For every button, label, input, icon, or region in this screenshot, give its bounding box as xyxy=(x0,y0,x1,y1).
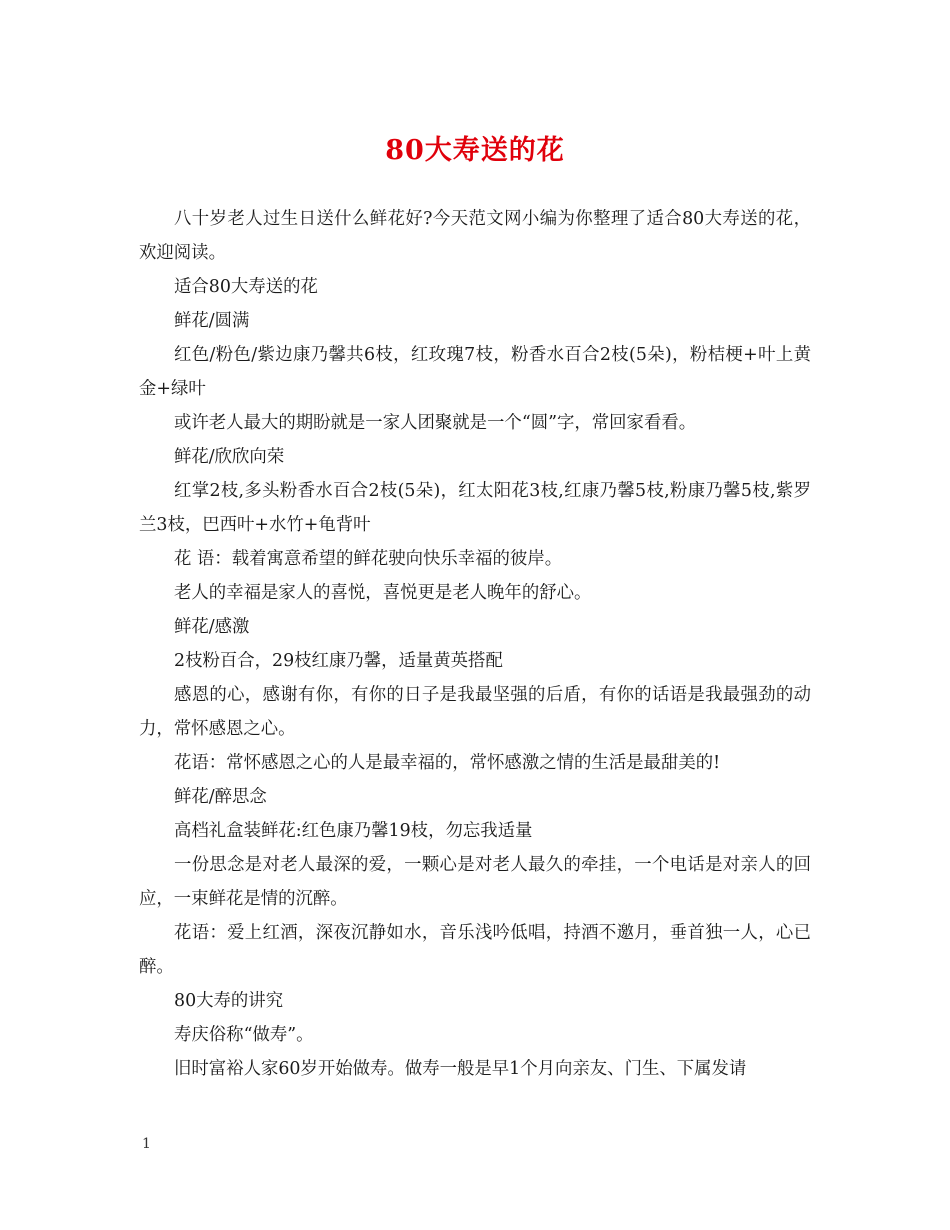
paragraph: 高档礼盒装鲜花:红色康乃馨19枝，勿忘我适量 xyxy=(174,821,533,841)
paragraph: 一份思念是对老人最深的爱，一颗心是对老人最久的牵挂，一个电话是对亲人的回应，一束鲜花是情的沉醉。 xyxy=(139,855,811,909)
paragraph: 鲜花/感激 xyxy=(174,617,250,637)
paragraph: 八十岁老人过生日送什么鲜花好?今天范文网小编为你整理了适合80大寿送的花，欢迎阅读。 xyxy=(139,209,811,263)
paragraph: 老人的幸福是家人的喜悦，喜悦更是老人晚年的舒心。 xyxy=(174,583,592,603)
paragraph: 或许老人最大的期盼就是一家人团聚就是一个“圆”字，常回家看看。 xyxy=(174,413,697,433)
paragraph: 2枝粉百合，29枝红康乃馨，适量黄英搭配 xyxy=(174,651,503,671)
paragraph: 适合80大寿送的花 xyxy=(174,277,318,297)
paragraph: 花 语：载着寓意希望的鲜花驶向快乐幸福的彼岸。 xyxy=(174,549,563,569)
paragraph: 感恩的心，感谢有你，有你的日子是我最坚强的后盾，有你的话语是我最强劲的动力，常怀感恩之心。 xyxy=(139,685,811,739)
paragraph: 旧时富裕人家60岁开始做寿。做寿一般是早1个月向亲友、门生、下属发请 xyxy=(174,1059,747,1079)
paragraph: 80大寿的讲究 xyxy=(174,991,284,1011)
paragraph: 寿庆俗称“做寿”。 xyxy=(174,1025,314,1045)
paragraph: 鲜花/欣欣向荣 xyxy=(174,447,285,467)
page-number: 1 xyxy=(142,1136,151,1152)
paragraph: 鲜花/醉思念 xyxy=(174,787,267,807)
paragraph: 鲜花/圆满 xyxy=(174,311,250,331)
page-title: 80大寿送的花 xyxy=(385,135,565,166)
paragraph: 红色/粉色/紫边康乃馨共6枝，红玫瑰7枝，粉香水百合2枝(5朵)，粉桔梗+叶上黄金+绿叶 xyxy=(139,345,811,399)
paragraph: 红掌2枝,多头粉香水百合2枝(5朵)，红太阳花3枝,红康乃馨5枝,粉康乃馨5枝,紫罗兰3枝，巴西叶+水竹+龟背叶 xyxy=(139,481,811,535)
paragraph: 花语：爱上红酒，深夜沉静如水，音乐浅吟低唱，持酒不邀月，垂首独一人，心已醉。 xyxy=(139,923,811,977)
document-body xyxy=(139,202,811,1086)
paragraph: 花语：常怀感恩之心的人是最幸福的，常怀感激之情的生活是最甜美的! xyxy=(174,753,721,773)
